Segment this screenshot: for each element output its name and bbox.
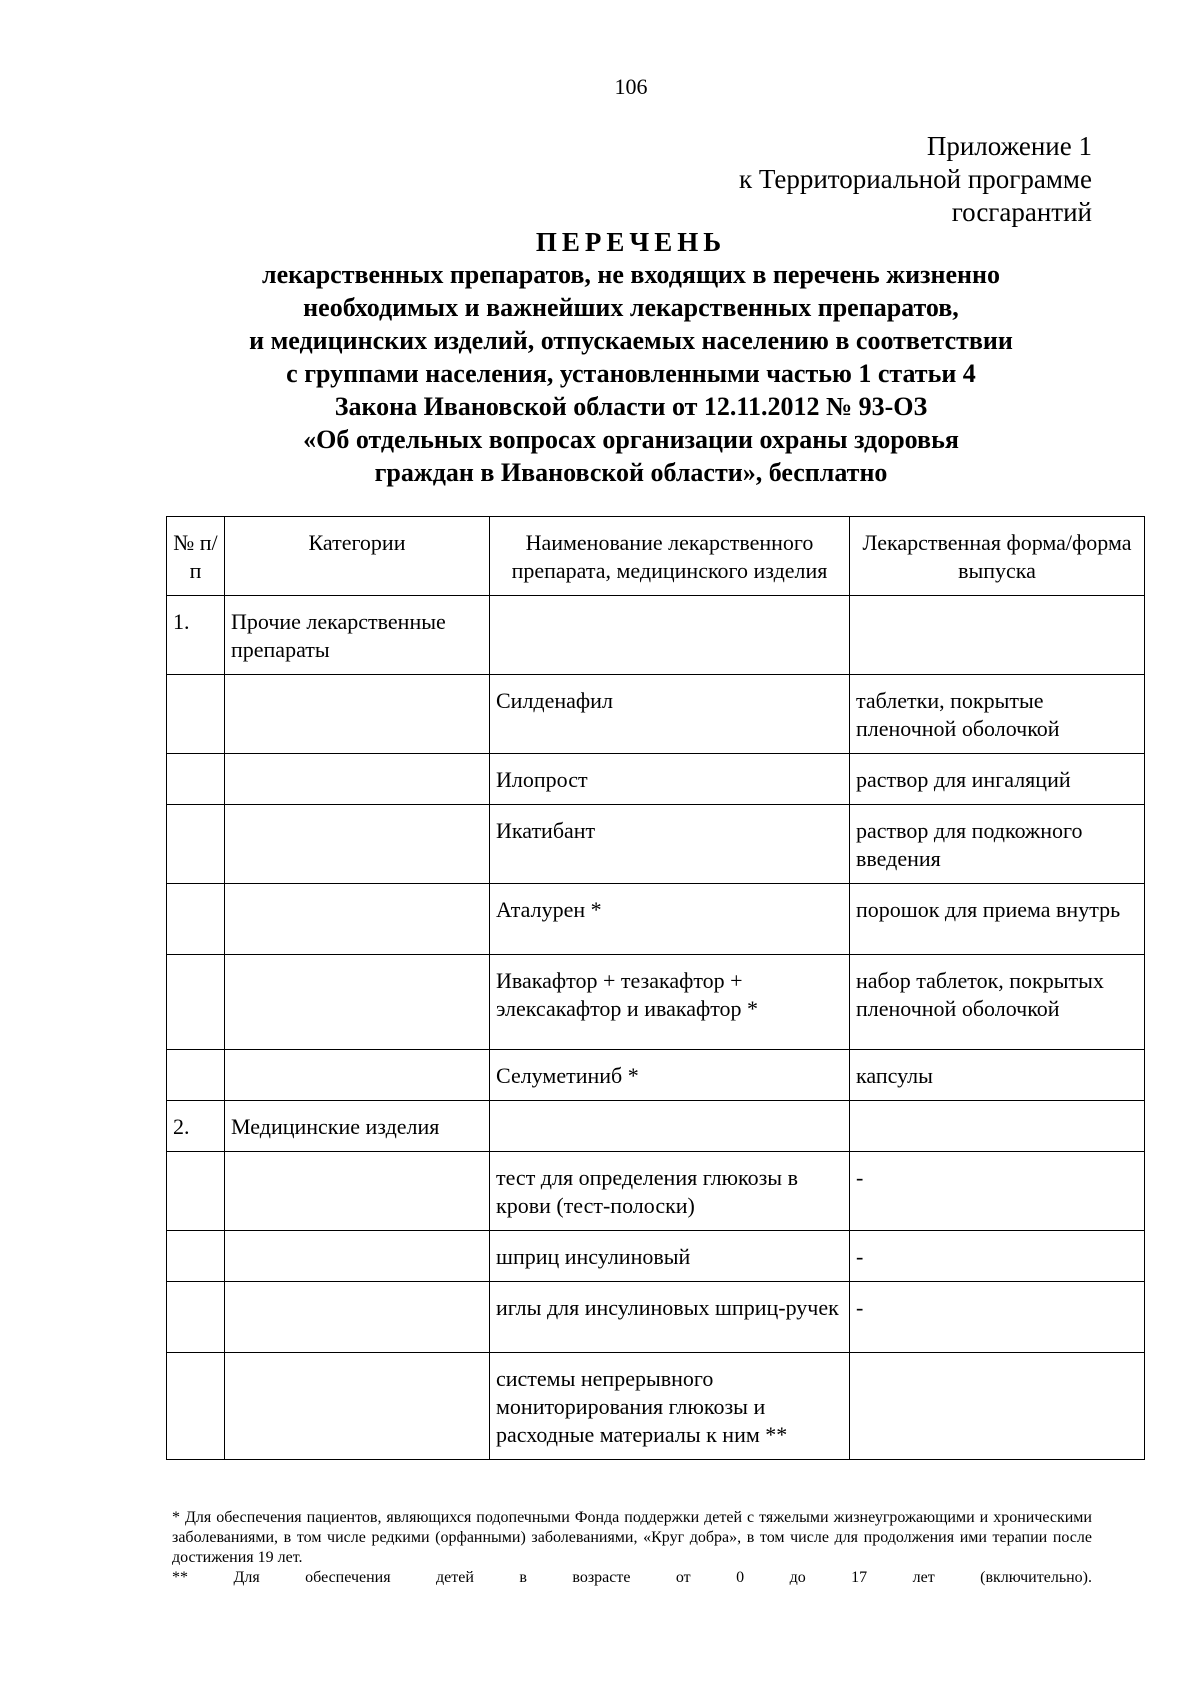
cell-num (167, 1152, 225, 1231)
header-category: Категории (225, 517, 490, 596)
annex-line-3: госгарантий (951, 197, 1092, 227)
table-header-row (167, 517, 1145, 596)
title-line: необходимых и важнейших лекарственных препаратов, (303, 293, 959, 322)
cell-name: Ивакафтор + тезакафтор + элексакафтор и ивакафтор * (490, 955, 850, 1050)
cell-form (850, 596, 1145, 675)
cell-category (225, 884, 490, 955)
cell-category: Прочие лекарственные препараты (225, 596, 490, 675)
cell-category: Медицинские изделия (225, 1101, 490, 1152)
cell-form (850, 1101, 1145, 1152)
table-row (167, 955, 1145, 1050)
cell-category (225, 1050, 490, 1101)
table-row (167, 596, 1145, 675)
cell-num (167, 675, 225, 754)
title-main: ПЕРЕЧЕНЬ (535, 227, 727, 257)
title-line: и медицинских изделий, отпускаемых населению в соответствии (249, 326, 1013, 355)
cell-name: Аталурен * (490, 884, 850, 955)
cell-num: 2. (167, 1101, 225, 1152)
title-line: Закона Ивановской области от 12.11.2012 № 93-ОЗ (334, 392, 928, 421)
cell-num (167, 1282, 225, 1353)
cell-name: шприц инсулиновый (490, 1231, 850, 1282)
annex-header (739, 130, 1092, 229)
cell-name: Селуметиниб * (490, 1050, 850, 1101)
medications-table (166, 516, 1145, 1460)
title-line: лекарственных препаратов, не входящих в перечень жизненно (262, 260, 1000, 289)
cell-name: Силденафил (490, 675, 850, 754)
header-form: Лекарственная форма/форма выпуска (850, 517, 1145, 596)
cell-num (167, 1231, 225, 1282)
cell-name (490, 596, 850, 675)
table-row (167, 675, 1145, 754)
table-row (167, 1050, 1145, 1101)
cell-form: - (850, 1231, 1145, 1282)
cell-num (167, 1050, 225, 1101)
cell-num (167, 805, 225, 884)
cell-category (225, 1282, 490, 1353)
title-line: граждан в Ивановской области», бесплатно (374, 458, 888, 487)
cell-category (225, 1231, 490, 1282)
table-row (167, 805, 1145, 884)
cell-num (167, 884, 225, 955)
footnote-1: * Для обеспечения пациентов, являющихся подопечными Фонда поддержки детей с тяжелыми жизнеугрожающими и хроническими заболеваниями, в том числе редкими (орфанными) заболеваниями, «Круг добра», в том числе для продолжения ими терапии после достижения 19 лет. (172, 1509, 1092, 1566)
table-row (167, 1152, 1145, 1231)
cell-name: системы непрерывного мониторирования глюкозы и расходные материалы к ним ** (490, 1353, 850, 1460)
cell-num (167, 754, 225, 805)
table-row (167, 1282, 1145, 1353)
cell-num (167, 955, 225, 1050)
cell-form: порошок для приема внутрь (850, 884, 1145, 955)
cell-name: Икатибант (490, 805, 850, 884)
page-number: 106 (614, 74, 648, 99)
cell-form: капсулы (850, 1050, 1145, 1101)
cell-num: 1. (167, 596, 225, 675)
cell-name: иглы для инсулиновых шприц-ручек (490, 1282, 850, 1353)
table-row (167, 1101, 1145, 1152)
header-name: Наименование лекарственного препарата, медицинского изделия (490, 517, 850, 596)
table-body (167, 596, 1145, 1460)
title-line: «Об отдельных вопросах организации охраны здоровья (303, 425, 959, 454)
annex-line-1: Приложение 1 (926, 131, 1092, 161)
table-row (167, 754, 1145, 805)
cell-form: - (850, 1152, 1145, 1231)
cell-category (225, 955, 490, 1050)
document-title (130, 226, 1132, 489)
table-row (167, 1353, 1145, 1460)
cell-name: тест для определения глюкозы в крови (тест-полоски) (490, 1152, 850, 1231)
footnotes (172, 1508, 1092, 1588)
table-row (167, 884, 1145, 955)
cell-form: - (850, 1282, 1145, 1353)
header-num: № п/п (167, 517, 225, 596)
cell-num (167, 1353, 225, 1460)
cell-category (225, 675, 490, 754)
title-line: с группами населения, установленными частью 1 статьи 4 (286, 359, 976, 388)
annex-line-2: к Территориальной программе (739, 164, 1092, 194)
table-row (167, 1231, 1145, 1282)
cell-form: раствор для ингаляций (850, 754, 1145, 805)
footnote-2: ** Для обеспечения детей в возрасте от 0 до 17 лет (включительно). (172, 1569, 1092, 1586)
cell-category (225, 805, 490, 884)
cell-form: таблетки, покрытые пленочной оболочкой (850, 675, 1145, 754)
cell-name (490, 1101, 850, 1152)
cell-name: Илопрост (490, 754, 850, 805)
cell-category (225, 754, 490, 805)
cell-form: раствор для подкожного введения (850, 805, 1145, 884)
cell-category (225, 1152, 490, 1231)
cell-form: набор таблеток, покрытых пленочной оболочкой (850, 955, 1145, 1050)
cell-category (225, 1353, 490, 1460)
cell-form (850, 1353, 1145, 1460)
